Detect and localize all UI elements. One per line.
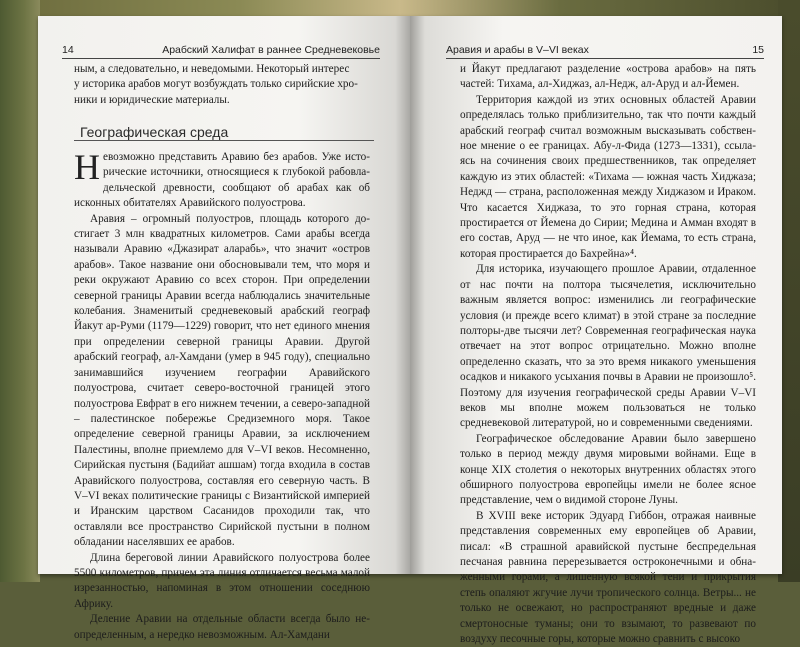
left-page bbox=[38, 16, 410, 641]
right-page-number: 15 bbox=[752, 44, 764, 56]
paragraph: Для историка, изучающего прошлое Аравии, отдаленное от нас почти на полтора тысячелетия, исключительно важным является вопрос: изменились ли географические условия (и прежде всего климат) в этой стране за последние полторы-две тысячи лет? Современная географическая наука отвечает на этот вопрос отрицательно. Можно вполне определенно сказать, что за это время никакого уменьшения осадков и никакого усыхания почвы в Аравии не произошло⁵. Поэтому для изучения географической среды Аравии V–VI веков мы вполне можем пользоваться не только средневековой литературой, но и современными сведениями. bbox=[460, 263, 756, 430]
left-intro-text bbox=[74, 62, 370, 108]
paragraph: Географическое обследование Аравии было завершено только в период между двумя мировыми войнами. Еще в конце XIX столетия о некоторых внутренних областях этого обширного полуострова европейцы имели не более ясное представление, чем о видимой стороне Луны. bbox=[460, 432, 756, 507]
right-body-text bbox=[460, 62, 756, 647]
left-running-title: Арабский Халифат в раннее Средневековье bbox=[162, 44, 380, 56]
paragraph: и Йакут предлагают разделение «острова арабов» на пять частей: Тихама, ал-Хиджаз, ал-Недж, ал-Аруд и ал-Йемен. bbox=[460, 63, 756, 91]
right-running-head bbox=[446, 42, 764, 59]
section-heading: Географическая среда bbox=[80, 124, 229, 140]
book-spread bbox=[38, 16, 782, 646]
paragraph bbox=[74, 147, 370, 212]
paragraph-text: евозможно представить Аравию без арабов. Уже исторические источники, относящиеся к глубокой рабовладельческой древности, сообщают об арабах как об исконных обитателях Аравийского полуострова. bbox=[74, 151, 370, 210]
book-cover-left bbox=[0, 0, 40, 582]
right-running-title: Аравия и арабы в V–VI веках bbox=[446, 44, 589, 56]
intro-line: у историка арабов могут возбуждать только сирийские хро- bbox=[74, 78, 358, 91]
right-page bbox=[410, 16, 782, 646]
left-running-head bbox=[62, 42, 380, 59]
paragraph: Длина береговой линии Аравийского полуострова более 5500 километров, причем эта линия отличается весьма малой изрезанностью, напоминая в этом отношении соседнюю Африку. bbox=[74, 551, 370, 610]
paragraph: Территория каждой из этих основных областей Аравии определялась только приблизительно, так что почти каждый арабский географ считал возможным высказывать собственное мнение о ее границах. Абу-л-Фида (1273—1331), ссылаясь на сочинения своих предшественников, так определяет каждую из этих областей: «Тихама — южная часть Хиджаза; Неджд — страна, расположенная между Хиджазом и Ираком. Что касается Хиджаза, то это горная страна, которая простирается от Йемена до Сирии; Медина и Амман входят в его состав, Аруд — не что иное, как Йемама, то есть страна, которая простирается до Бахрейна»⁴. bbox=[460, 93, 756, 260]
drop-cap: Н bbox=[74, 147, 100, 187]
intro-line: ники и юридические материалы. bbox=[74, 93, 230, 106]
paragraph: Деление Аравии на отдельные области всегда было неопределенным, а нередко невозможным. Ал-Хамдани bbox=[74, 613, 370, 641]
paragraph: В XVIII веке историк Эдуард Гиббон, отражая наивные представления современных ему европейцев об Аравии, писал: «В страшной аравийской пустыне беспредельная песчаная равнина перерезывается остроконечными и обнаженными горами, а лишенную всякой тени и прикрытия степь опаляют жгучие лучи тропического солнца. Ветры... не только не освежают, но распространяют вредные и даже смертоносные туманы; они то взымают, то развевают по воздуху песочные горы, которые можно сравнить с высоко bbox=[460, 509, 756, 646]
intro-line: ным, а следовательно, и неведомыми. Некоторый интерес bbox=[74, 63, 350, 75]
paragraph: Аравия – огромный полуостров, площадь которого достигает 3 млн квадратных километров. Сами арабы всегда называли Аравию «Джазират аларабь», что значит «остров арабов». Такое название они обосновывали тем, что моря и реки окружают Аравию со всех сторон. При определении северной границы Аравии всегда наблюдались значительные колебания. Знаменитый средневековый арабский географ Йакут ар-Руми (1179—1229) говорит, что нет единого мнения при определении северной границы Аравии. Другой арабский географ, ал-Хамдани (умер в 945 году), специально занимавшийся изучением географии Аравийского полуострова, считает северо-восточной границей этого полуострова Евфрат в его нижнем течении, а северо-западной – палестинское побережье Средиземного моря. Такое определение северной границы Аравии, за исключением Палестины, вполне приемлемо для V–VI веков. Несомненно, Сирийская пустыня (Бадийат ашшам) тогда входила в состав Аравийского полуострова, составляя его северную часть. В V–VI веках политические границы с Византийской империей и Иранским царством Сасанидов проходили так, что оставляли все пространство Сирийской пустыни в полном обладании населявших ее арабов. bbox=[74, 212, 370, 549]
section-divider bbox=[74, 140, 374, 141]
left-body-text bbox=[74, 147, 370, 643]
left-page-number: 14 bbox=[62, 44, 74, 56]
